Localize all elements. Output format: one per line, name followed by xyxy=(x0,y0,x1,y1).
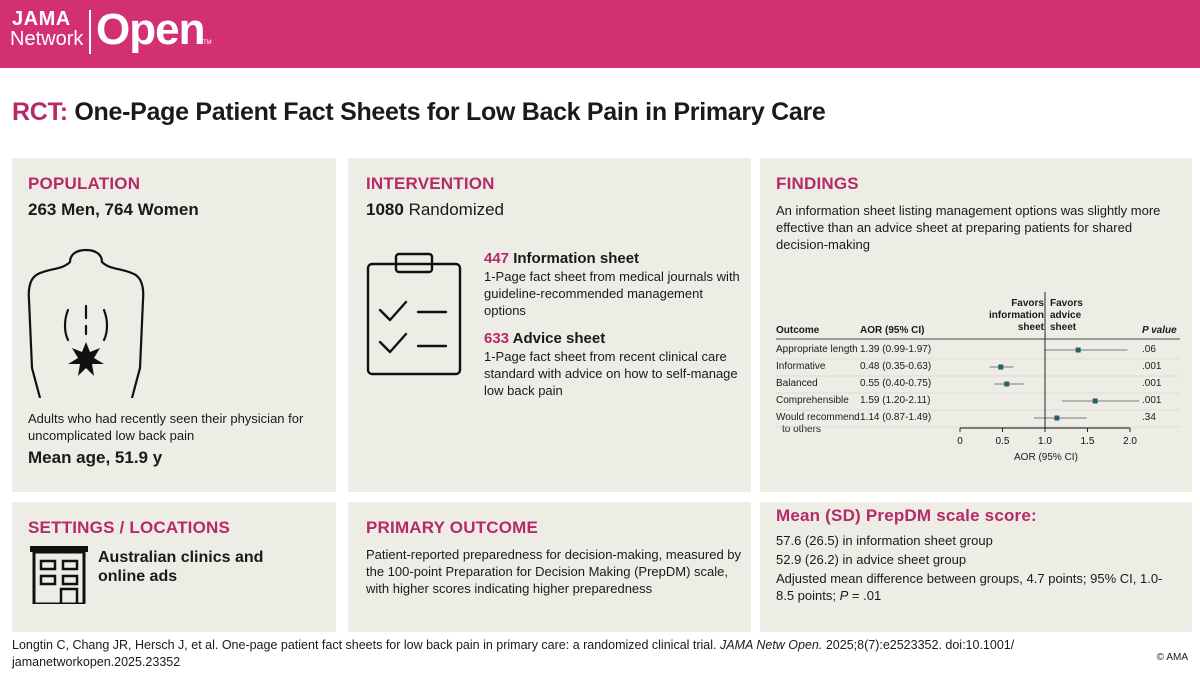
forest-x-tick-label: 0 xyxy=(957,436,963,447)
forest-row-aor: 1.14 (0.87-1.49) xyxy=(860,412,932,423)
settings-heading: SETTINGS / LOCATIONS xyxy=(28,518,231,537)
citation-post: 2025;8(7):e2523352. doi:10.1001/ jamanetworkopen.2025.23352 xyxy=(12,638,1015,669)
forest-row-aor: 1.39 (0.99-1.97) xyxy=(860,344,932,355)
intervention-arm-info xyxy=(484,250,744,319)
forest-point-marker xyxy=(1093,399,1098,404)
arm-advice-label: Advice sheet xyxy=(512,330,606,347)
forest-row-aor: 1.59 (1.20-2.11) xyxy=(860,395,931,406)
page-title xyxy=(12,98,825,127)
checklist-clipboard-icon xyxy=(366,250,462,376)
logo-jama: JAMA xyxy=(12,8,71,30)
forest-row-outcome: Balanced xyxy=(776,378,818,389)
copyright: © AMA xyxy=(1156,652,1188,663)
intervention-arm-advice xyxy=(484,330,744,399)
logo-network: Network xyxy=(10,28,84,50)
forest-row-p: .001 xyxy=(1142,395,1162,406)
findings-summary: An information sheet listing management options was slightly more effective than an advice sheet at preparing patients for shared decision-making xyxy=(776,203,1161,252)
arm-info-count: 447 xyxy=(484,250,510,267)
findings-panel xyxy=(760,158,1192,492)
mean-score-panel xyxy=(760,502,1192,632)
forest-x-tick-label: 1.5 xyxy=(1080,436,1095,447)
settings-panel xyxy=(12,502,336,632)
forest-row-outcome: Comprehensible xyxy=(776,395,849,406)
mean-score-heading: Mean (SD) PrepDM scale score: xyxy=(776,506,1037,525)
primary-outcome-heading: PRIMARY OUTCOME xyxy=(366,518,539,537)
header-bar xyxy=(0,0,1200,68)
title-prefix: RCT: xyxy=(12,98,68,126)
settings-text: Australian clinics and online ads xyxy=(98,549,264,585)
intervention-randomized xyxy=(366,200,504,220)
forest-point-marker xyxy=(1054,416,1059,421)
arm-advice-count: 633 xyxy=(484,330,510,347)
forest-x-tick-label: 0.5 xyxy=(995,436,1010,447)
forest-row-outcome: Informative xyxy=(776,361,826,372)
favors-information-label: Favors information sheet xyxy=(989,298,1044,333)
intervention-heading: INTERVENTION xyxy=(366,174,495,193)
forest-row-p: .001 xyxy=(1142,361,1162,372)
forest-x-tick-label: 2.0 xyxy=(1123,436,1137,447)
primary-outcome-text: Patient-reported preparedness for decision-making, measured by the 100-point Preparation for Decision Making (PrepDM) scale, with higher scores indicating higher preparedness xyxy=(366,547,742,596)
forest-row-outcome-line2: to others xyxy=(782,424,821,435)
building-icon xyxy=(30,546,88,604)
mean-score-line3-pre: Adjusted mean difference between groups, 4.7 points; 95% CI, 1.0-8.5 points; xyxy=(776,571,1163,603)
findings-heading: FINDINGS xyxy=(776,174,859,193)
arm-info-desc: 1-Page fact sheet from medical journals with guideline-recommended management options xyxy=(484,269,740,318)
col-p-header-text: P value xyxy=(1142,325,1177,336)
forest-row-aor: 0.55 (0.40-0.75) xyxy=(860,378,932,389)
population-heading: POPULATION xyxy=(28,174,141,193)
citation-journal: JAMA Netw Open. xyxy=(720,638,823,652)
favors-advice-label: Favors advice sheet xyxy=(1050,298,1083,333)
title-text: One-Page Patient Fact Sheets for Low Back Pain in Primary Care xyxy=(74,98,826,126)
randomized-number: 1080 xyxy=(366,200,404,219)
back-pain-icon xyxy=(26,248,166,398)
forest-row-aor: 0.48 (0.35-0.63) xyxy=(860,361,932,372)
intervention-panel xyxy=(348,158,751,492)
mean-score-line1: 57.6 (26.5) in information sheet group xyxy=(776,533,993,548)
forest-plot xyxy=(760,158,1192,492)
logo-divider xyxy=(89,10,91,54)
forest-row-p: .001 xyxy=(1142,378,1162,389)
forest-point-marker xyxy=(1004,382,1009,387)
mean-score-line3 xyxy=(776,570,1176,604)
col-aor-header: AOR (95% CI) xyxy=(860,325,925,336)
forest-x-tick-label: 1.0 xyxy=(1038,436,1052,447)
population-description: Adults who had recently seen their physician for uncomplicated low back pain xyxy=(28,411,304,443)
col-outcome-header: Outcome xyxy=(776,325,820,336)
mean-score-line3-p: P xyxy=(839,588,849,603)
mean-score-line3-post: = .01 xyxy=(851,588,882,603)
arm-advice-desc: 1-Page fact sheet from recent clinical care standard with advice on how to self-manage low back pain xyxy=(484,349,738,398)
forest-row-outcome: Would recommend xyxy=(776,412,860,423)
population-counts: 263 Men, 764 Women xyxy=(28,200,199,219)
citation-pre: Longtin C, Chang JR, Hersch J, et al. One-page patient fact sheets for low back pain in primary care: a randomized clinical trial. xyxy=(12,638,717,652)
logo-open: Open xyxy=(96,5,205,54)
population-panel xyxy=(12,158,336,492)
logo-trademark: TM xyxy=(203,40,212,46)
forest-point-marker xyxy=(998,365,1003,370)
forest-row-p: .34 xyxy=(1142,412,1156,423)
citation xyxy=(12,637,1052,671)
randomized-label: Randomized xyxy=(408,200,505,219)
mean-score-line2: 52.9 (26.2) in advice sheet group xyxy=(776,552,967,567)
population-mean-age: Mean age, 51.9 y xyxy=(28,448,163,467)
forest-x-axis-label: AOR (95% CI) xyxy=(1014,452,1078,463)
arm-info-label: Information sheet xyxy=(513,250,640,267)
forest-row-p: .06 xyxy=(1142,344,1156,355)
primary-outcome-panel xyxy=(348,502,751,632)
forest-row-outcome: Appropriate length xyxy=(776,344,858,355)
forest-point-marker xyxy=(1076,348,1081,353)
